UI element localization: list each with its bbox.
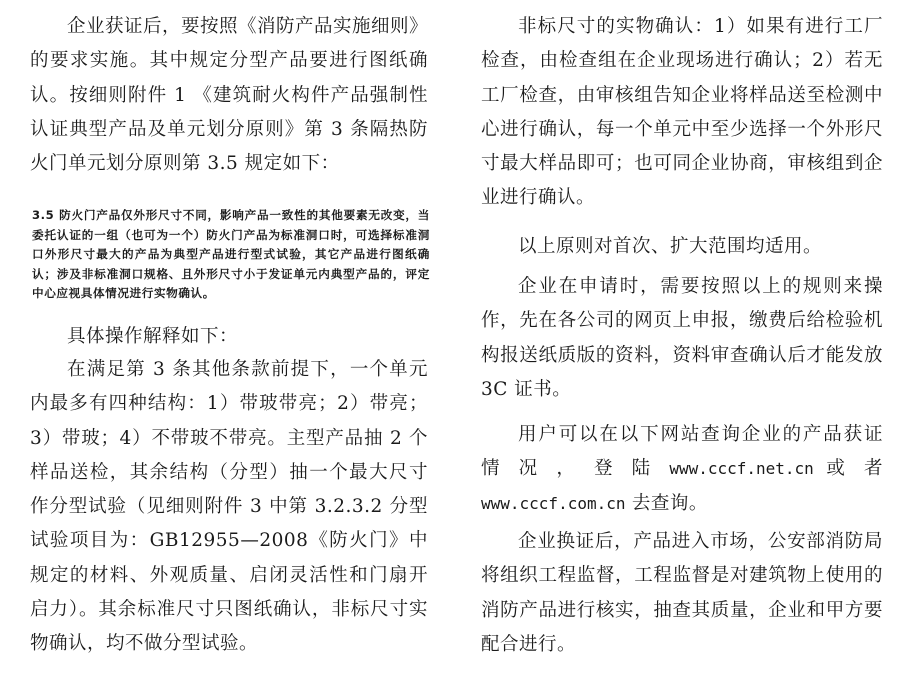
lookup-text-end: 去查询。	[625, 492, 708, 514]
paragraph-certificate-lookup	[481, 418, 883, 521]
paragraph-intro: 企业获证后，要按照《消防产品实施细则》的要求实施。其中规定分型产品要进行图纸确认。按细则附件 1 《建筑耐火构件产品强制性认证典型产品及单元划分原则》第 3 条隔热防火门单元划分原则第 3.5 规定如下：	[30, 16, 429, 175]
lookup-text-start: 用户可以在以下网站查询企业的产品获证 情 况 ， 登 陆	[481, 424, 883, 480]
paragraph-principle-scope: 以上原则对首次、扩大范围均适用。	[518, 236, 823, 257]
paragraph-nonstandard-confirmation: 非标尺寸的实物确认：1）如果有进行工厂检查，由检查组在企业现场进行确认；2）若无工厂检查，由审核组告知企业将样品送至检测中心进行确认，每一个单元中至少选择一个外形尺寸最大样品即可；也可同企业协商，审核组到企业进行确认。	[481, 16, 883, 209]
paragraph-market-supervision: 企业换证后，产品进入市场，公安部消防局将组织工程监督，工程监督是对建筑物上使用的消防产品进行核实，抽查其质量，企业和甲方要配合进行。	[481, 531, 883, 655]
paragraph-structure-rules: 在满足第 3 条其他条款前提下，一个单元内最多有四种结构：1）带玻带亮；2）带亮；3）带玻；4）不带玻不带亮。主型产品抽 2 个样品送检，其余结构（分型）抽一个最大尺寸作分型试验（见细则附件 3 中第 3.2.3.2 分型试验项目为：GB12955—2008《防火门》中规定的材料、外观质量、启闭灵活性和门扇开启力）。其余标准尺寸只图纸确认，非标尺寸实物确认，均不做分型试验。	[30, 359, 428, 655]
website-link-net: www.cccf.net.cn	[669, 459, 814, 479]
paragraph-application-process: 企业在申请时，需要按照以上的规则来操作，先在各公司的网页上申报，缴费后给检验机构报送纸质版的资料，资料审查确认后才能发放 3C 证书。	[481, 276, 883, 400]
quoted-clause-3-5: 3.5 防火门产品仅外形尺寸不同，影响产品一致性的其他要素无改变，当委托认证的一组（也可为一个）防火门产品为标准洞口时，可选择标准洞口外形尺寸最大的产品为典型产品进行型式试验，其它产品进行图纸确认；涉及非标准洞口规格、且外形尺寸小于发证单元内典型产品的，评定中心应视具体情况进行实物确认。	[32, 208, 430, 300]
website-link-com: www.cccf.com.cn	[481, 493, 626, 513]
lookup-text-or: 或 者	[813, 458, 883, 480]
paragraph-explanation-heading: 具体操作解释如下：	[67, 326, 239, 347]
